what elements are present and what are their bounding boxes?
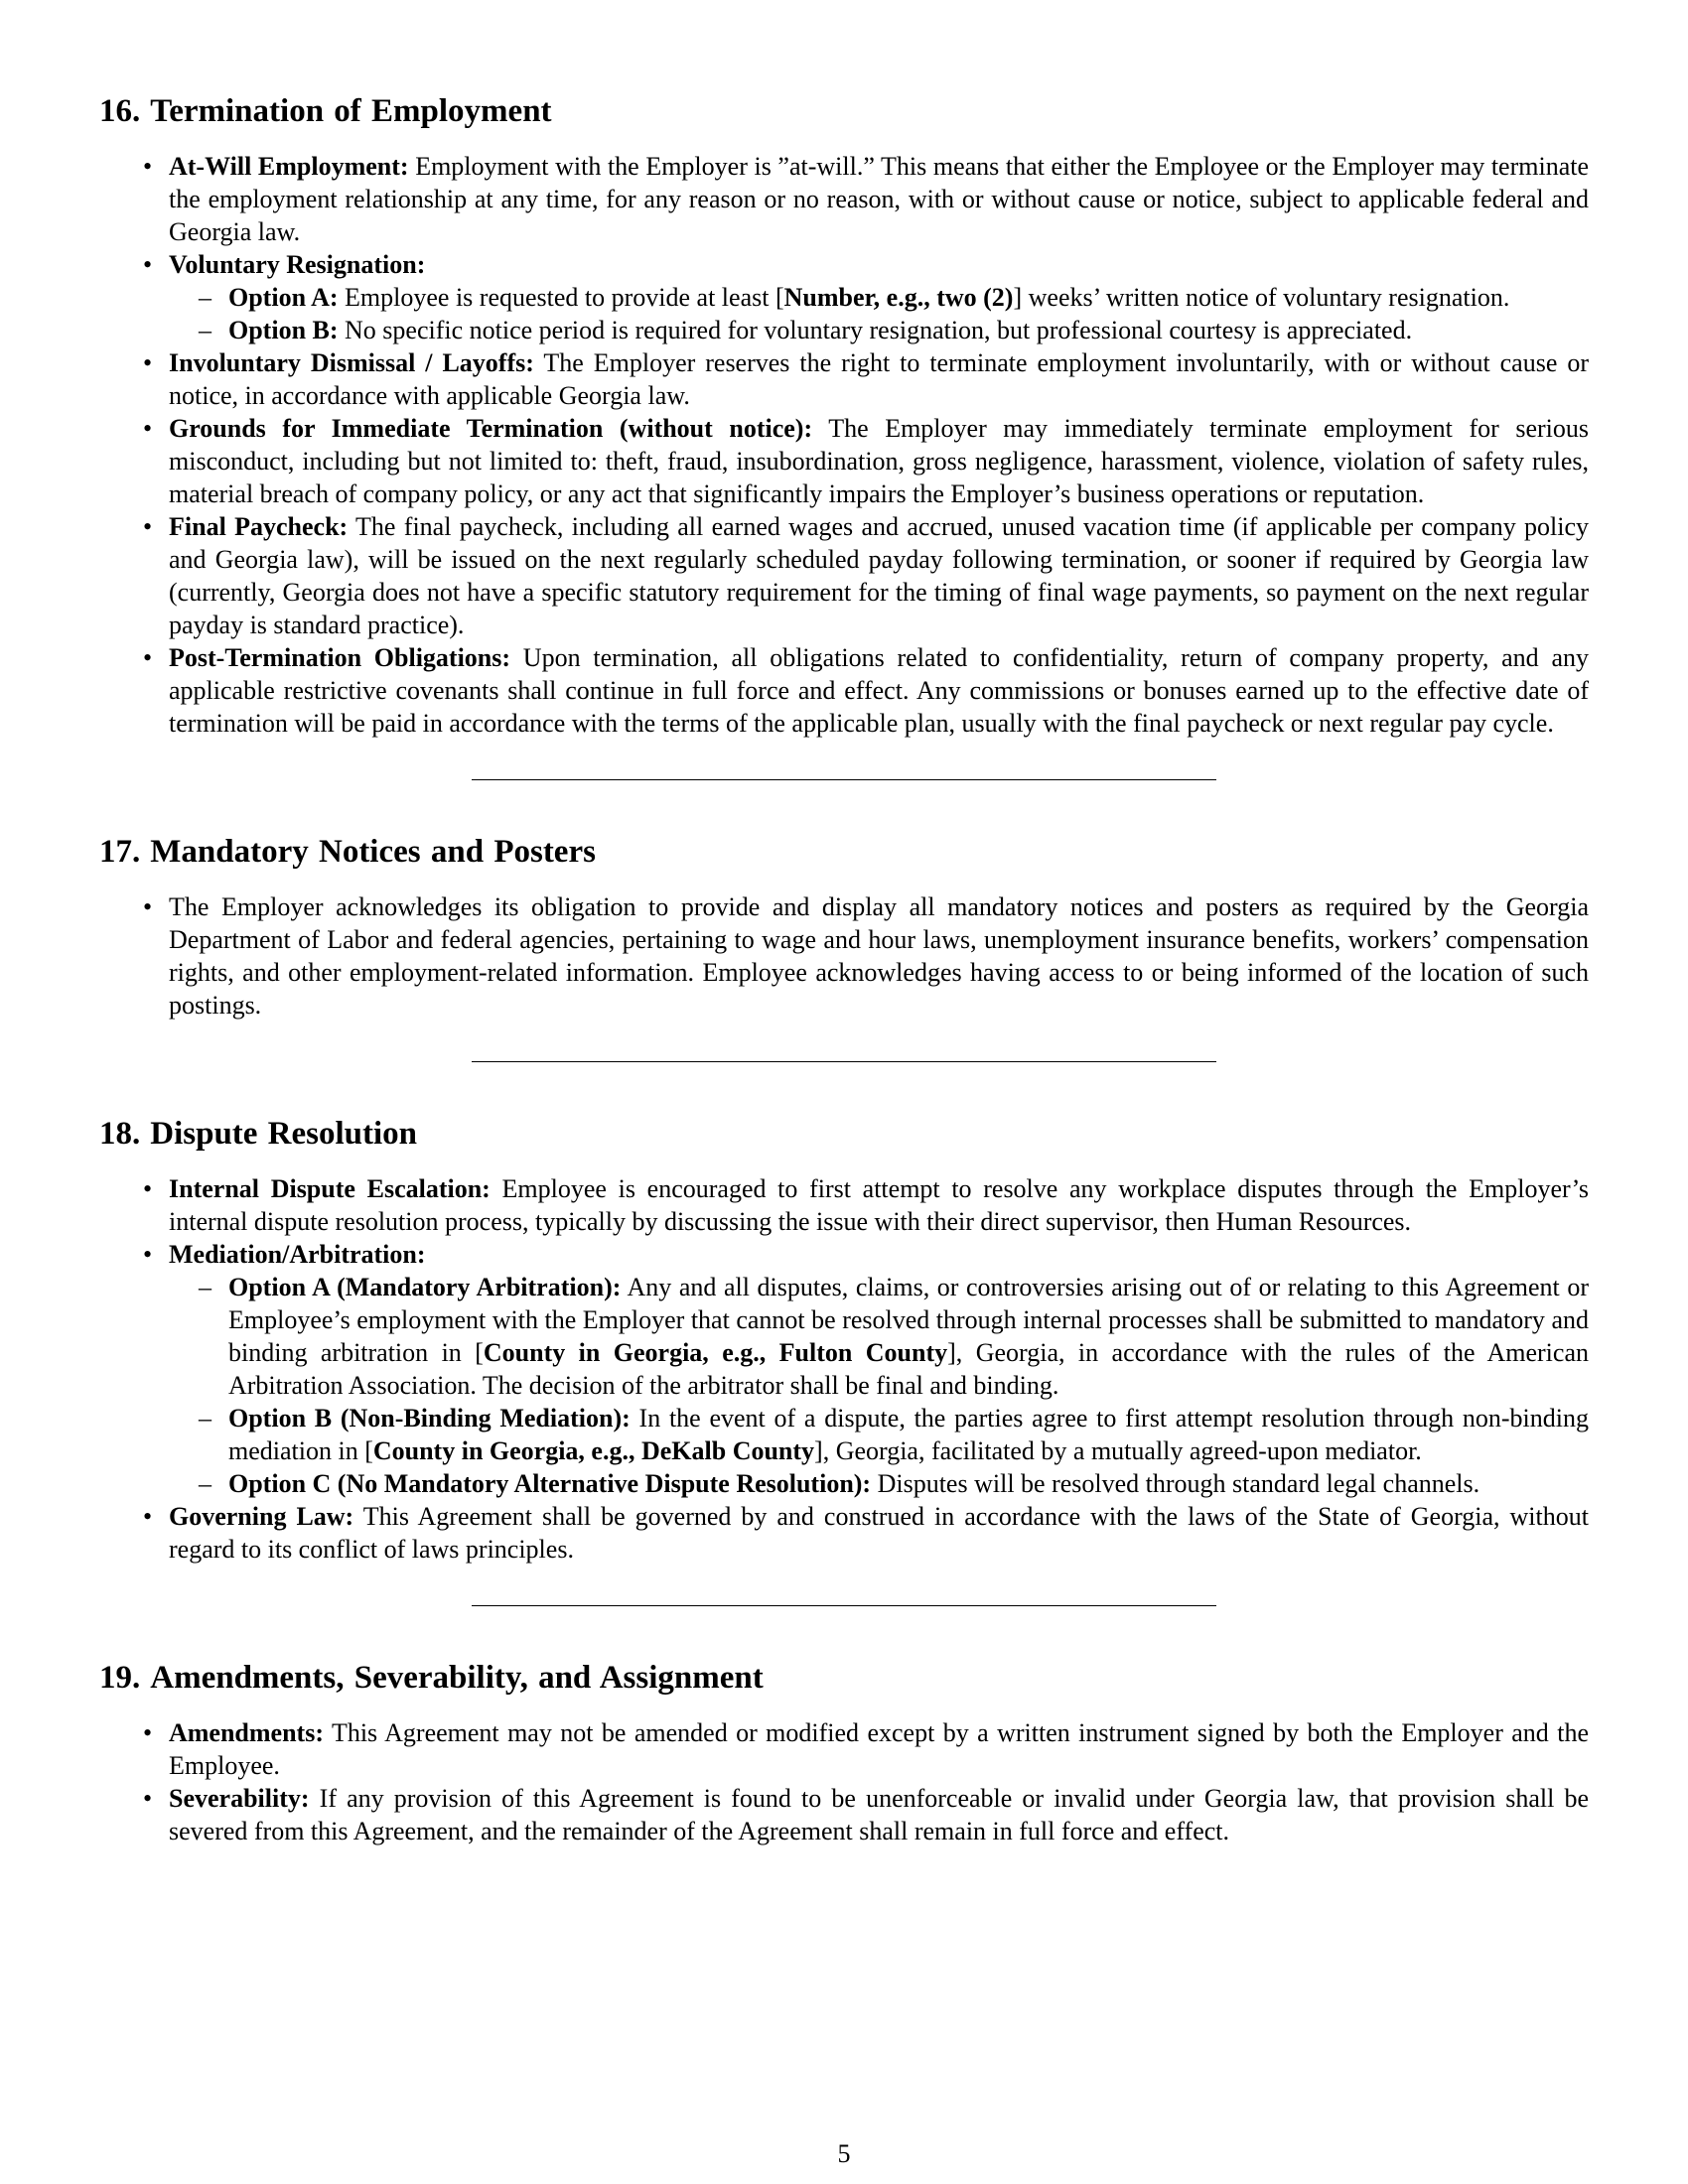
sub-list-item [169, 1271, 1589, 1402]
sub-list-item [169, 314, 1589, 346]
section-dispute-resolution [99, 1114, 1589, 1606]
section-mandatory-notices [99, 832, 1589, 1062]
item-label: Governing Law: [169, 1502, 354, 1531]
section-heading [99, 832, 1589, 872]
option-text-post: ] weeks’ written notice of voluntary resignation. [1013, 283, 1510, 312]
list-item [99, 641, 1589, 740]
bullet-list [99, 1172, 1589, 1566]
sub-list-item [169, 281, 1589, 314]
section-title: Amendments, Severability, and Assignment [150, 1660, 764, 1696]
option-text-post: ], Georgia, facilitated by a mutually agreed-upon mediator. [814, 1436, 1422, 1465]
item-text: Employment with the Employer is ”at-will.” This means that either the Employee or the Employer may terminate the employment relationship at any time, for any reason or no reason, with or without cause or notice, subject to applicable federal and Georgia law. [169, 152, 1590, 246]
section-heading [99, 91, 1589, 131]
option-label: Option A (Mandatory Arbitration): [228, 1273, 622, 1301]
item-label: At-Will Employment: [169, 152, 409, 181]
option-placeholder: County in Georgia, e.g., DeKalb County [372, 1436, 815, 1465]
sub-list [169, 1271, 1589, 1500]
list-item [99, 346, 1589, 412]
option-label: Option C (No Mandatory Alternative Dispute Resolution): [228, 1469, 872, 1498]
bullet-list [99, 890, 1589, 1022]
option-placeholder: County in Georgia, e.g., Fulton County [483, 1338, 948, 1367]
item-label: Voluntary Resignation: [169, 250, 426, 279]
item-text: This Agreement shall be governed by and construed in accordance with the laws of the State of Georgia, without regard to its conflict of laws principles. [169, 1502, 1589, 1564]
section-title: Termination of Employment [150, 93, 552, 129]
list-item [99, 1782, 1589, 1847]
section-number: 18. [99, 1116, 141, 1152]
item-label: Severability: [169, 1784, 310, 1813]
section-title: Mandatory Notices and Posters [150, 834, 596, 870]
sub-list [169, 281, 1589, 346]
item-label: Involuntary Dismissal / Layoffs: [169, 348, 534, 377]
option-label: Option B (Non-Binding Mediation): [228, 1404, 631, 1433]
option-label: Option A: [228, 283, 339, 312]
item-text: The final paycheck, including all earned wages and accrued, unused vacation time (if applicable per company policy and Georgia law), will be issued on the next regularly scheduled payday following termination, or sooner if required by Georgia law (currently, Georgia does not have a specific statutory requirement for the timing of final wage payments, so payment on the next regular payday is standard practice). [169, 512, 1589, 639]
item-text: The Employer reserves the right to terminate employment involuntarily, with or without cause or notice, in accordance with applicable Georgia law. [169, 348, 1589, 410]
list-item [99, 1172, 1589, 1238]
option-text-post: ], Georgia, in accordance with the rules of the American Arbitration Association. The decision of the arbitrator shall be final and binding. [228, 1338, 1589, 1400]
item-label: Final Paycheck: [169, 512, 349, 541]
item-text: Upon termination, all obligations related to confidentiality, return of company property, and any applicable restrictive covenants shall continue in full force and effect. Any commissions or bonuses earned up to the effective date of termination will be paid in accordance with the terms of the applicable plan, usually with the final paycheck or next regular pay cycle. [169, 643, 1589, 738]
list-item [99, 1500, 1589, 1566]
section-heading [99, 1658, 1589, 1698]
item-label: Grounds for Immediate Termination (without notice): [169, 414, 813, 443]
section-termination [99, 91, 1589, 780]
section-heading [99, 1114, 1589, 1154]
section-number: 16. [99, 93, 141, 129]
item-label: Post-Termination Obligations: [169, 643, 511, 672]
list-item [99, 150, 1589, 248]
sub-list-item [169, 1402, 1589, 1467]
item-text: The Employer may immediately terminate employment for serious misconduct, including but not limited to: theft, fraud, insubordination, gross negligence, harassment, violence, violation of safety rules, material breach of company policy, or any act that significantly impairs the Employer’s business operations or reputation. [169, 414, 1589, 508]
section-amendments [99, 1658, 1589, 1847]
list-item [99, 248, 1589, 346]
page-number: 5 [837, 2139, 851, 2168]
item-label: Internal Dispute Escalation: [169, 1174, 491, 1203]
item-text: Employee is encouraged to first attempt to resolve any workplace disputes through the Employer’s internal dispute resolution process, typically by discussing the issue with their direct supervisor, then Human Resources. [169, 1174, 1589, 1236]
option-text-pre: No specific notice period is required for voluntary resignation, but professional courtesy is appreciated. [338, 316, 1413, 344]
list-item [99, 1238, 1589, 1500]
option-text-pre: Employee is requested to provide at least [ [338, 283, 784, 312]
section-number: 17. [99, 834, 141, 870]
bullet-list [99, 150, 1589, 740]
option-placeholder: Number, e.g., two (2) [783, 283, 1014, 312]
item-text: If any provision of this Agreement is found to be unenforceable or invalid under Georgia law, that provision shall be severed from this Agreement, and the remainder of the Agreement shall remain in full force and effect. [169, 1784, 1589, 1845]
bullet-list [99, 1716, 1589, 1847]
section-title: Dispute Resolution [150, 1116, 418, 1152]
section-number: 19. [99, 1660, 141, 1696]
option-label: Option B: [228, 316, 339, 344]
item-label: Mediation/Arbitration: [169, 1240, 426, 1269]
sub-list-item [169, 1467, 1589, 1500]
item-text: This Agreement may not be amended or modified except by a written instrument signed by both the Employer and the Employee. [169, 1718, 1589, 1780]
item-text: The Employer acknowledges its obligation to provide and display all mandatory notices and posters as required by the Georgia Department of Labor and federal agencies, pertaining to wage and hour laws, unemployment insurance benefits, workers’ compensation rights, and other employment-related information. Employee acknowledges having access to or being informed of the location of such postings. [169, 892, 1589, 1020]
option-text-pre: Disputes will be resolved through standard legal channels. [871, 1469, 1480, 1498]
list-item [99, 510, 1589, 641]
list-item [99, 890, 1589, 1022]
document-content [99, 91, 1589, 1847]
list-item [99, 412, 1589, 510]
option-text-pre: In the event of a dispute, the parties agree to first attempt resolution through non-binding mediation in [ [228, 1404, 1589, 1465]
list-item [99, 1716, 1589, 1782]
item-label: Amendments: [169, 1718, 324, 1747]
option-text-pre: Any and all disputes, claims, or controversies arising out of or relating to this Agreement or Employee’s employment with the Employer that cannot be resolved through internal processes shall be submitted to mandatory and binding arbitration in [ [228, 1273, 1590, 1367]
